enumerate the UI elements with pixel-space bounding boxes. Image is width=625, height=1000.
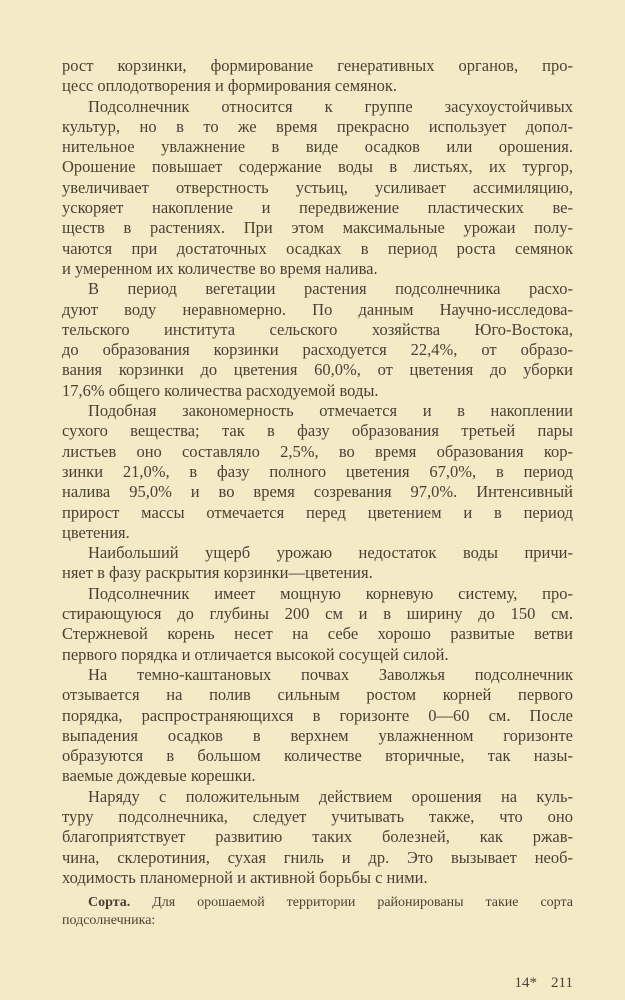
paragraph	[62, 97, 573, 280]
text-line: чина, склеротиния, сухая гниль и др. Это вызывает необ-	[62, 847, 573, 867]
text-line: благоприятствует развитию таких болезней, как ржав-	[62, 827, 573, 847]
text-line: налива 95,0% и во время созревания 97,0%. Интенсивный	[62, 482, 573, 502]
text-line: няет в фазу раскрытия корзинки—цветения.	[62, 563, 373, 583]
text-line: прирост массы отмечается перед цветением и в период	[62, 502, 573, 522]
text-line: рост корзинки, формирование генеративных органов, про-	[62, 56, 573, 75]
page-number: 211	[551, 975, 573, 992]
paragraph	[62, 665, 573, 787]
text-line: сухого вещества; так в фазу образования третьей пары	[62, 421, 573, 441]
text-line: порядка, распространяющихся в горизонте 0—60 см. После	[62, 705, 573, 725]
text-line: Стержневой корень несет на себе хорошо развитые ветви	[62, 624, 573, 644]
text-line: зинки 21,0%, в фазу полного цветения 67,0%, в период	[62, 461, 573, 481]
section-varieties	[62, 894, 573, 930]
text-line: дуют воду неравномерно. По данным Научно-исследова-	[62, 299, 573, 319]
text-line: чаются при достаточных осадках в период роста семянок	[62, 238, 573, 258]
text-line: образуются в большом количестве вторичные, так назы-	[62, 746, 573, 766]
text-line: Орошение повышает содержание воды в листьях, их тургор,	[62, 157, 573, 177]
section-heading: Сорта.	[88, 895, 131, 911]
paragraph	[62, 787, 573, 888]
text-line: ходимость планомерной и активной борьбы с ними.	[62, 867, 428, 887]
paragraph	[62, 56, 573, 97]
text-line: отзывается на полив сильным ростом корней первого	[62, 685, 573, 705]
paragraph	[62, 543, 573, 584]
text-line: ваемые дождевые корешки.	[62, 766, 256, 786]
text-line: нительное увлажнение в виде осадков или орошения.	[62, 137, 573, 157]
text-line: до образования корзинки расходуется 22,4%, от образо-	[62, 340, 573, 360]
text-line: В период вегетации растения подсолнечника расхо-	[88, 279, 573, 299]
section-line-2: подсолнечника:	[62, 913, 156, 929]
text-line: туру подсолнечника, следует учитывать также, что оно	[62, 806, 573, 826]
text-line: цесс оплодотворения и формирования семянок.	[62, 76, 397, 96]
text-line: На темно-каштановых почвах Заволжья подсолнечник	[88, 664, 573, 684]
text-line: ускоряет накопление и передвижение пластических ве-	[62, 198, 573, 218]
text-line: выпадения осадков в верхнем увлажненном горизонте	[62, 725, 573, 745]
page	[62, 56, 573, 992]
paragraph	[62, 279, 573, 401]
text-line: Подсолнечник относится к группе засухоустойчивых	[88, 96, 573, 116]
paragraph	[62, 584, 573, 665]
text-line: Подсолнечник имеет мощную корневую систему, про-	[88, 583, 573, 603]
folio	[62, 974, 573, 992]
paragraph	[62, 401, 573, 543]
section-line-1	[62, 894, 573, 912]
text-line: Наряду с положительным действием орошения на куль-	[88, 786, 573, 806]
signature-mark: 14*	[514, 975, 538, 992]
text-line: ществ в растениях. При этом максимальные урожаи полу-	[62, 218, 573, 238]
text-line: вания корзинки до цветения 60,0%, от цветения до уборки	[62, 360, 573, 380]
page-body	[62, 56, 573, 888]
text-line: тельского института сельского хозяйства Юго-Востока,	[62, 319, 573, 339]
text-line: 17,6% общего количества расходуемой воды.	[62, 380, 379, 400]
section-text: Для орошаемой территории районированы такие сорта	[152, 895, 573, 911]
text-line: стирающуюся до глубины 200 см и в ширину до 150 см.	[62, 604, 573, 624]
text-line: увеличивает отверстность устьиц, усиливает ассимиляцию,	[62, 177, 573, 197]
text-line: цветения.	[62, 522, 130, 542]
text-line: и умеренном их количестве во время налива.	[62, 258, 378, 278]
text-line: культур, но в то же время прекрасно использует допол-	[62, 116, 573, 136]
text-line: листьев оно составляло 2,5%, во время образования кор-	[62, 441, 573, 461]
text-line: первого порядка и отличается высокой сосущей силой.	[62, 644, 449, 664]
text-line: Подобная закономерность отмечается и в накоплении	[88, 401, 573, 421]
text-line: Наибольший ущерб урожаю недостаток воды причи-	[88, 543, 573, 563]
